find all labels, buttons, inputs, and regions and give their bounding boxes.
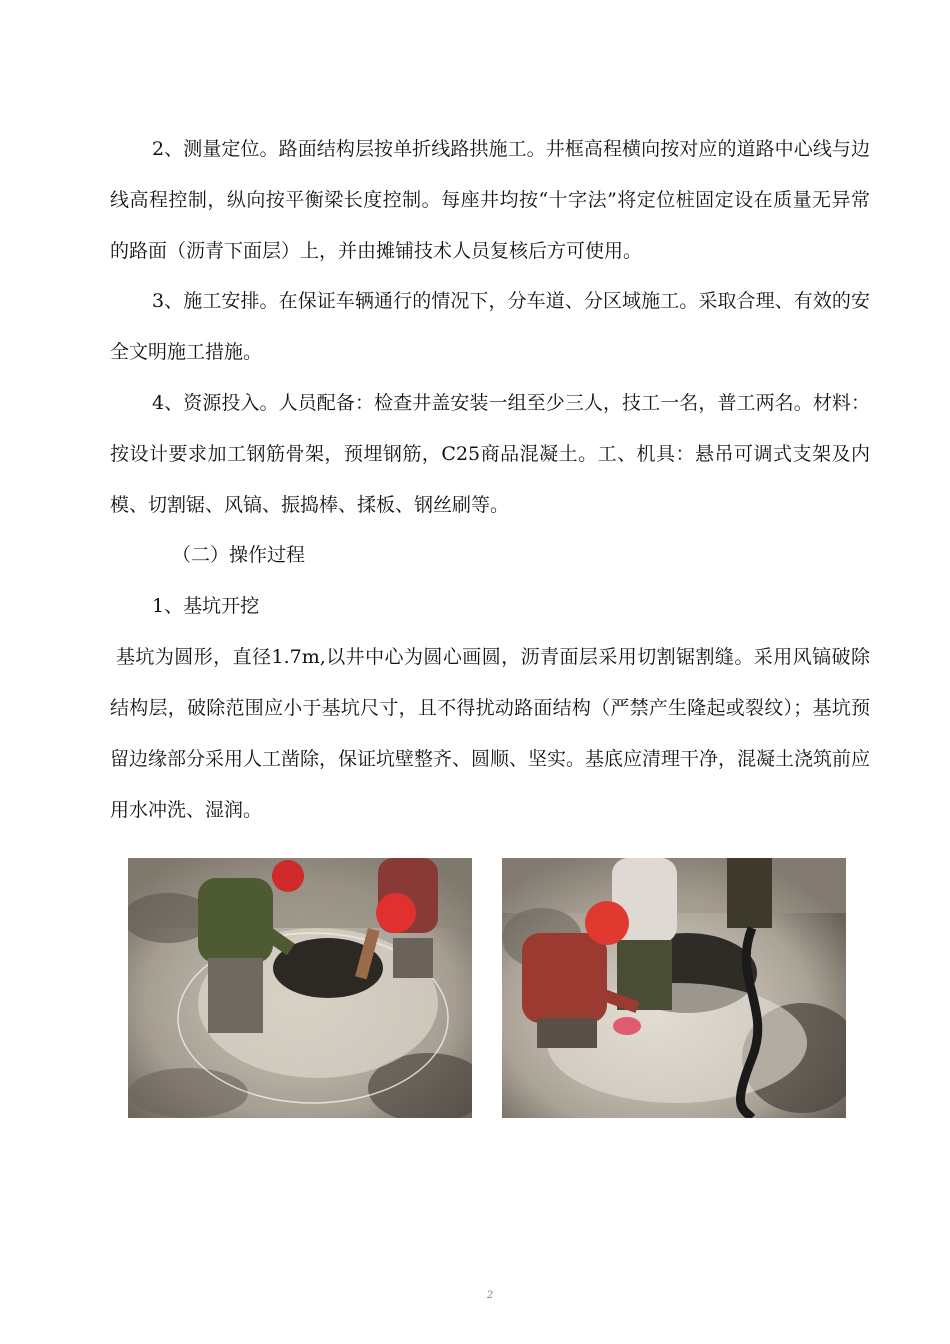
paragraph-resource-input: 4、资源投入。人员配备：检查井盖安装一组至少三人，技工一名，普工两名。材料：按设计要求加工钢筋骨架，预埋钢筋，C25商品混凝土。工、机具：悬吊可调式支架及内模、切割锯、风镐、振捣棒、揉板、钢丝刷等。 bbox=[110, 392, 870, 516]
photo-pavement-breaking bbox=[502, 858, 846, 1118]
page-number: 2 bbox=[486, 1290, 494, 1301]
subsection-heading: 1、基坑开挖 bbox=[152, 595, 260, 617]
paragraph-survey-positioning: 2、测量定位。路面结构层按单折线路拱施工。井框高程横向按对应的道路中心线与边线高程控制，纵向按平衡梁长度控制。每座井均按“十字法”将定位桩固定设在质量无异常的路面（沥青下面层）上，并由摊铺技术人员复核后方可使用。 bbox=[110, 138, 870, 262]
paragraph-pit-excavation: 基坑为圆形，直径1.7m,以井中心为圆心画圆，沥青面层采用切割锯割缝。采用风镐破除结构层，破除范围应小于基坑尺寸，且不得扰动路面结构（严禁产生隆起或裂纹）；基坑预留边缘部分采用人工凿除，保证坑壁整齐、圆顺、坚实。基底应清理干净，混凝土浇筑前应用水冲洗、湿润。 bbox=[110, 646, 871, 821]
section-heading: （二）操作过程 bbox=[172, 544, 306, 566]
photo-pit-marking bbox=[128, 858, 472, 1118]
paragraph-construction-arrangement: 3、施工安排。在保证车辆通行的情况下，分车道、分区域施工。采取合理、有效的安全文明施工措施。 bbox=[110, 290, 870, 363]
